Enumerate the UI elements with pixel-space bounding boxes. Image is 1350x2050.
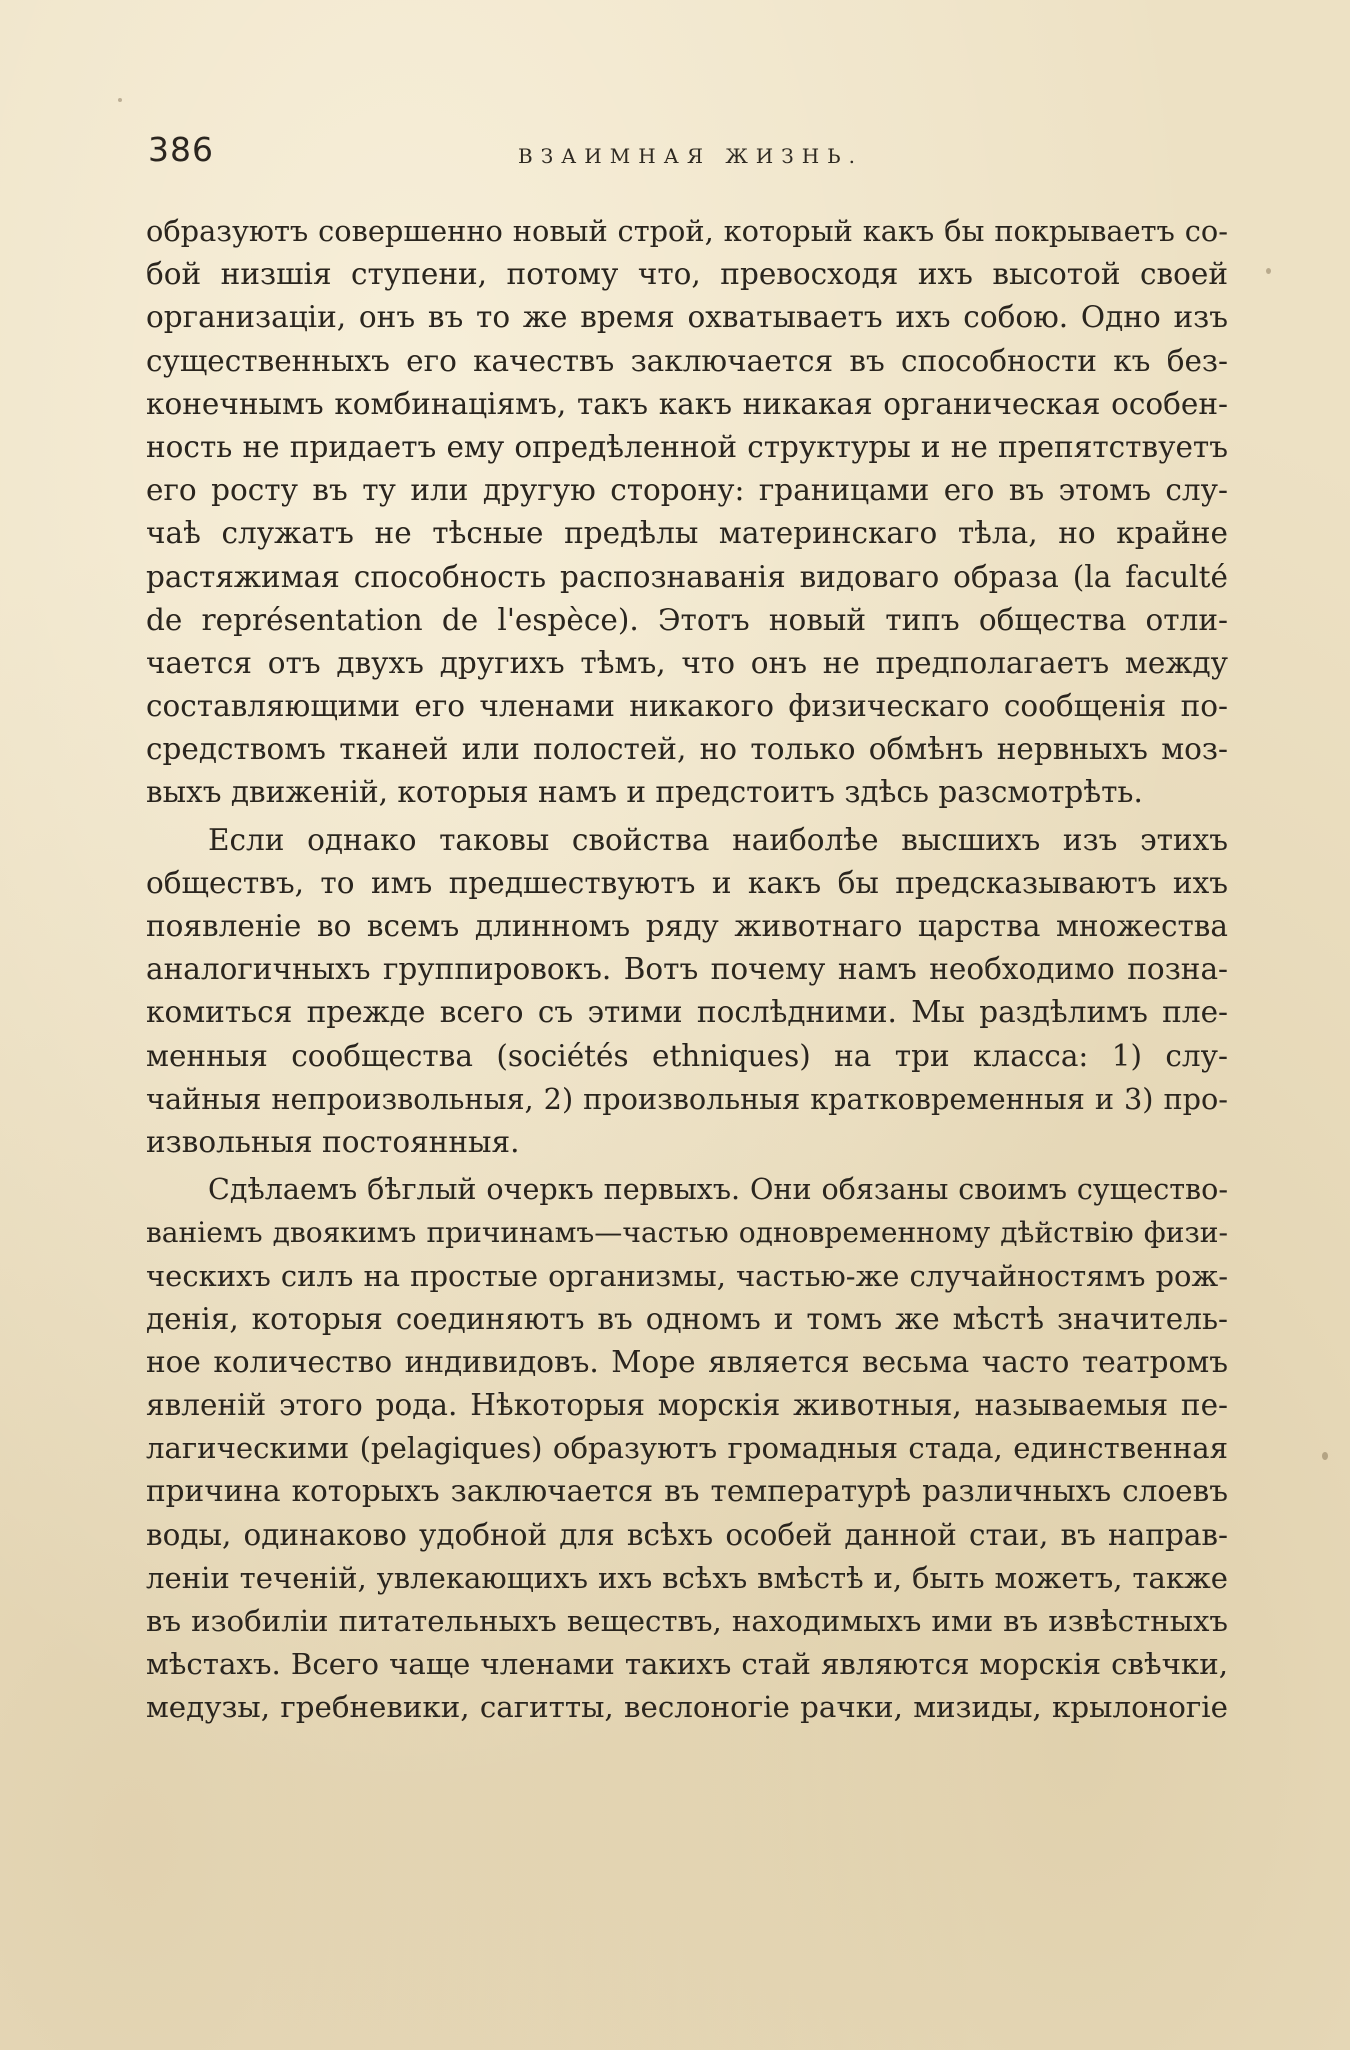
text-line: денія, которыя соединяютъ въ одномъ и томъ же мѣстѣ значитель- bbox=[146, 1301, 1228, 1336]
text-line: комиться прежде всего съ этими послѣдними. Мы раздѣлимъ пле- bbox=[146, 995, 1228, 1030]
text-line: извольныя постоянныя. bbox=[146, 1124, 520, 1159]
page-number: 386 bbox=[148, 130, 214, 169]
text-line: средствомъ тканей или полостей, но только обмѣнъ нервныхъ моз- bbox=[146, 732, 1228, 767]
text-line: появленіе во всемъ длинномъ ряду животнаго царства множества bbox=[146, 909, 1228, 943]
text-line: бой низшія ступени, потому что, превосходя ихъ высотой своей bbox=[146, 257, 1228, 292]
text-line: лагическими (pelagiques) образуютъ громадныя стада, единственная bbox=[146, 1431, 1228, 1466]
text-line: ческихъ силъ на простые организмы, частью-же случайностямъ рож- bbox=[146, 1258, 1228, 1293]
text-line: выхъ движеній, которыя намъ и предстоитъ здѣсь разсмотрѣть. bbox=[146, 775, 1143, 810]
text-line: чайныя непроизвольныя, 2) произвольныя кратковременныя и 3) про- bbox=[146, 1081, 1228, 1116]
text-line: составляющими его членами никакого физическаго сообщенія по- bbox=[146, 689, 1228, 724]
paper-speck bbox=[1322, 1452, 1328, 1460]
text-line: менныя сообщества (sociétés ethniques) на три класса: 1) слу- bbox=[146, 1038, 1228, 1073]
text-line: ность не придаетъ ему опредѣленной структуры и не препятствуетъ bbox=[146, 429, 1228, 464]
text-line: конечнымъ комбинаціямъ, такъ какъ никакая органическая особен- bbox=[146, 386, 1228, 421]
text-line: чается отъ двухъ другихъ тѣмъ, что онъ не предполагаетъ между bbox=[146, 645, 1228, 680]
text-line: ваніемъ двоякимъ причинамъ—частью одновременному дѣйствію физи- bbox=[146, 1216, 1228, 1250]
text-line: леніи теченій, увлекающихъ ихъ всѣхъ вмѣстѣ и, быть можетъ, также bbox=[146, 1560, 1228, 1595]
text-line: ное количество индивидовъ. Море является весьма часто театромъ bbox=[146, 1344, 1228, 1379]
text-line: явленій этого рода. Нѣкоторыя морскія животныя, называемыя пе- bbox=[146, 1388, 1228, 1423]
paper-speck bbox=[1266, 268, 1271, 274]
paper-speck bbox=[118, 98, 122, 102]
text-line: образуютъ совершенно новый строй, который какъ бы покрываетъ со- bbox=[146, 214, 1228, 248]
paragraph bbox=[146, 819, 1228, 1165]
text-line: аналогичныхъ группировокъ. Вотъ почему намъ необходимо позна- bbox=[146, 952, 1228, 987]
page-header bbox=[148, 130, 1228, 180]
running-title: ВЗАИМНАЯ ЖИЗНЬ. bbox=[518, 144, 863, 168]
text-line: существенныхъ его качествъ заключается въ способности къ без- bbox=[146, 343, 1228, 378]
text-line: растяжимая способность распознаванія видоваго образа (la faculté bbox=[146, 559, 1228, 594]
text-line: мѣстахъ. Всего чаще членами такихъ стай являются морскія свѣчки, bbox=[146, 1647, 1228, 1682]
text-line: Если однако таковы свойства наиболѣе высшихъ изъ этихъ bbox=[208, 822, 1228, 857]
text-line: въ изобиліи питательныхъ веществъ, находимыхъ ими въ извѣстныхъ bbox=[146, 1604, 1228, 1638]
text-line: Сдѣлаемъ бѣглый очеркъ первыхъ. Они обязаны своимъ существо- bbox=[208, 1172, 1228, 1207]
body-text bbox=[146, 210, 1228, 1730]
text-line: обществъ, то имъ предшествуютъ и какъ бы предсказываютъ ихъ bbox=[146, 865, 1228, 900]
text-line: чаѣ служатъ не тѣсные предѣлы материнскаго тѣла, но крайне bbox=[146, 516, 1228, 551]
text-line: его росту въ ту или другую сторону: границами его въ этомъ слу- bbox=[146, 473, 1228, 508]
text-line: воды, одинаково удобной для всѣхъ особей данной стаи, въ направ- bbox=[146, 1517, 1228, 1552]
text-line: организаціи, онъ въ то же время охватываетъ ихъ собою. Одно изъ bbox=[146, 300, 1228, 335]
paragraph bbox=[146, 210, 1228, 815]
text-line: медузы, гребневики, сагитты, веслоногіе рачки, мизиды, крылоногіе bbox=[146, 1690, 1228, 1725]
paragraph bbox=[146, 1168, 1228, 1729]
text-line: de représentation de l'espèce). Этотъ новый типъ общества отли- bbox=[146, 602, 1228, 637]
text-line: причина которыхъ заключается въ температурѣ различныхъ слоевъ bbox=[146, 1474, 1228, 1509]
